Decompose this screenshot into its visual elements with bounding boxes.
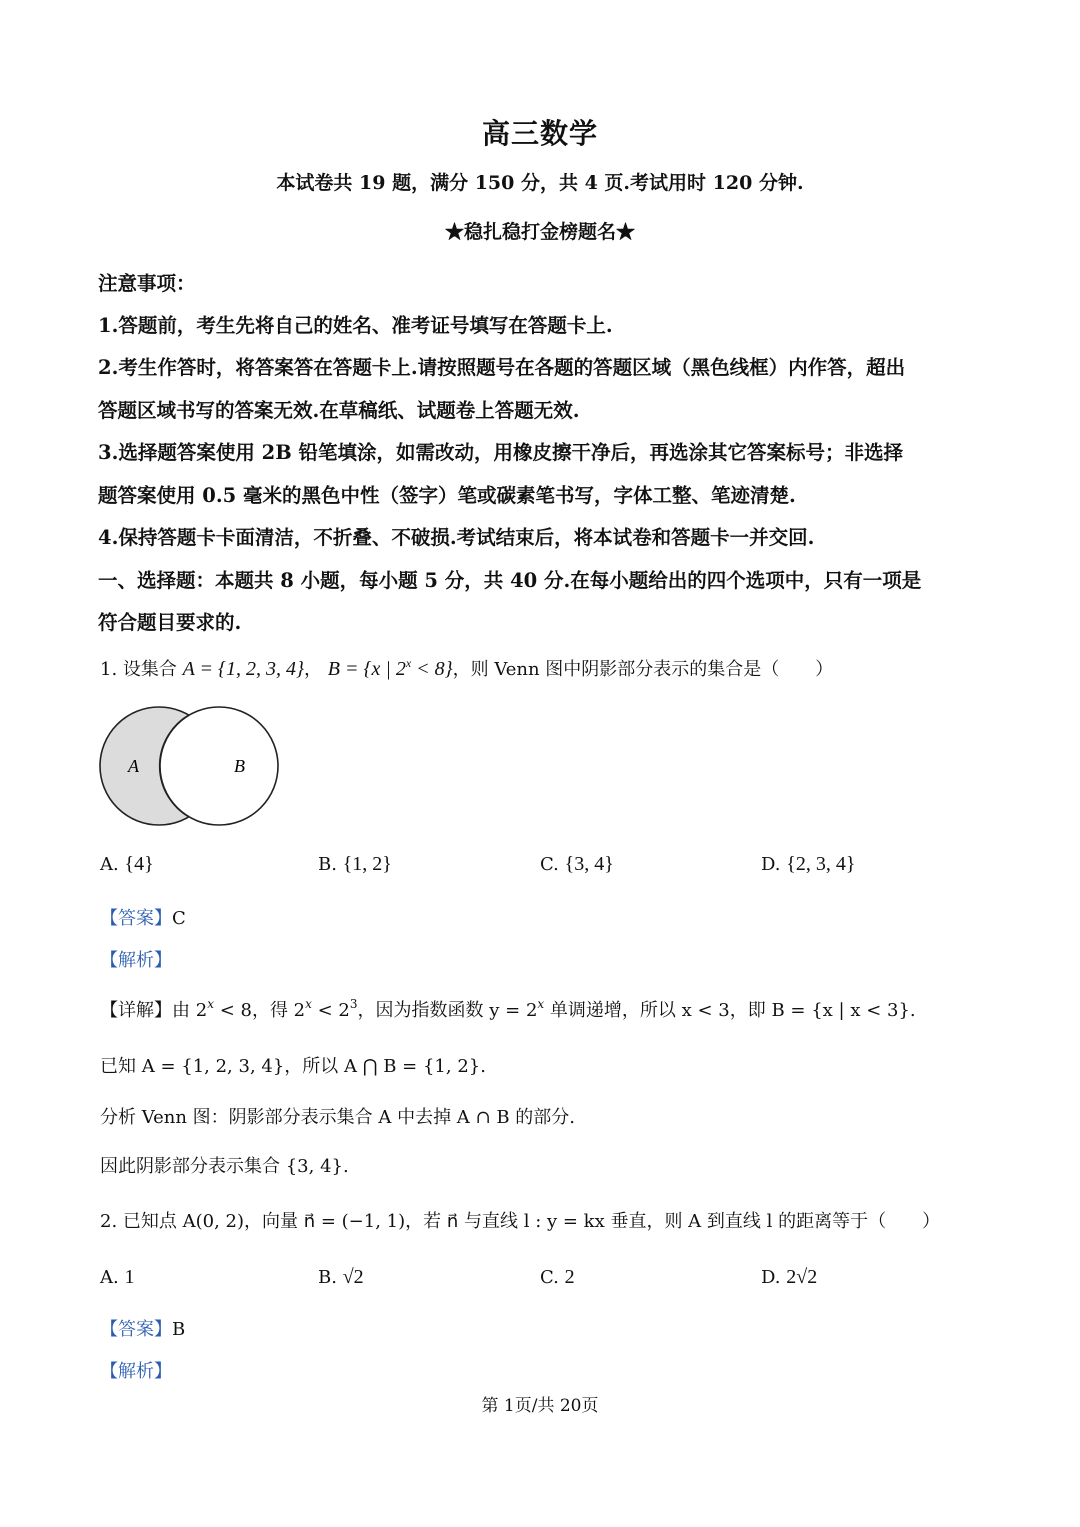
- q2-option-c[interactable]: C. 2: [540, 1266, 575, 1288]
- q2-option-d[interactable]: D. 2√2: [761, 1266, 818, 1288]
- page-footer: 第 1页/共 20页: [481, 1396, 599, 1416]
- notes-heading: 注意事项：: [98, 272, 196, 295]
- q1-detail-line-2: 已知 A = {1, 2, 3, 4}，所以 A ⋂ B = {1, 2}.: [100, 1056, 486, 1077]
- motto: ★稳扎稳打金榜题名★: [444, 221, 635, 243]
- section-heading-line-1: 一、选择题：本题共 8 小题，每小题 5 分，共 40 分.在每小题给出的四个选项中，只有一项是: [98, 569, 922, 592]
- q1-detail-line-4: 因此阴影部分表示集合 {3, 4}.: [100, 1156, 349, 1177]
- q1-number: 1. 设集合: [100, 659, 177, 680]
- note-3-line-2: 题答案使用 0.5 毫米的黑色中性（签字）笔或碳素笔书写，字体工整、笔迹清楚.: [98, 484, 796, 507]
- answer-tag: 【答案】: [100, 908, 172, 929]
- venn-diagram: [96, 702, 286, 830]
- q2-option-a[interactable]: A. 1: [100, 1266, 135, 1288]
- q1-analysis-tag: 【解析】: [100, 950, 172, 971]
- page-title: 高三数学: [481, 117, 598, 150]
- q2-stem: 2. 已知点 A(0, 2)，向量 n⃗ = (−1, 1)，若 n⃗ 与直线 l : y = kx 垂直，则 A 到直线 l 的距离等于（ ）: [100, 1211, 941, 1232]
- q1-set-a: A = {1, 2, 3, 4}: [182, 658, 304, 680]
- note-3-line-1: 3.选择题答案使用 2B 铅笔填涂，如需改动，用橡皮擦干净后，再选涂其它答案标号；非选择: [98, 441, 903, 464]
- q1-detail-line-3: 分析 Venn 图：阴影部分表示集合 A 中去掉 A ∩ B 的部分.: [100, 1107, 575, 1128]
- q1-set-b: B = {x | $2^x < 8$}: [327, 656, 453, 680]
- q1-stem: [100, 655, 833, 681]
- q1-detail-line-1: 【详解】由 $2^x < 8$，得 $2^x < 2^3$，因为指数函数 $y = 2^x$ 单调递增，所以 x < 3，即 B = {x | x < 3}.: [100, 997, 916, 1021]
- q2-answer: 【答案】B: [100, 1319, 186, 1340]
- q1-question: ，则 Venn 图中阴影部分表示的集合是（ ）: [452, 659, 834, 680]
- detail-tag: 【详解】: [100, 1000, 172, 1021]
- q1-option-c[interactable]: C. {3, 4}: [540, 853, 614, 875]
- exam-info: 本试卷共 19 题，满分 150 分，共 4 页.考试用时 120 分钟.: [276, 172, 804, 194]
- q1-option-b[interactable]: B. {1, 2}: [318, 853, 392, 875]
- note-2-line-2: 答题区域书写的答案无效.在草稿纸、试题卷上答题无效.: [98, 399, 580, 422]
- q1-comma: ，: [304, 659, 322, 680]
- q2-option-b[interactable]: B. √2: [318, 1266, 364, 1288]
- q1-option-a[interactable]: A. {4}: [100, 853, 154, 875]
- note-4: 4.保持答题卡卡面清洁，不折叠、不破损.考试结束后，将本试卷和答题卡一并交回.: [98, 526, 815, 549]
- venn-label-b: B: [234, 756, 245, 776]
- note-2-line-1: 2.考生作答时，将答案答在答题卡上.请按照题号在各题的答题区域（黑色线框）内作答，超出: [98, 356, 906, 379]
- section-heading-line-2: 符合题目要求的.: [98, 611, 242, 634]
- q2-analysis-tag: 【解析】: [100, 1361, 172, 1382]
- q1-answer: 【答案】C: [100, 908, 186, 929]
- note-1: 1.答题前，考生先将自己的姓名、准考证号填写在答题卡上.: [98, 314, 613, 337]
- q1-option-d[interactable]: D. {2, 3, 4}: [761, 853, 856, 875]
- venn-label-a: A: [128, 756, 139, 776]
- answer-tag: 【答案】: [100, 1319, 172, 1340]
